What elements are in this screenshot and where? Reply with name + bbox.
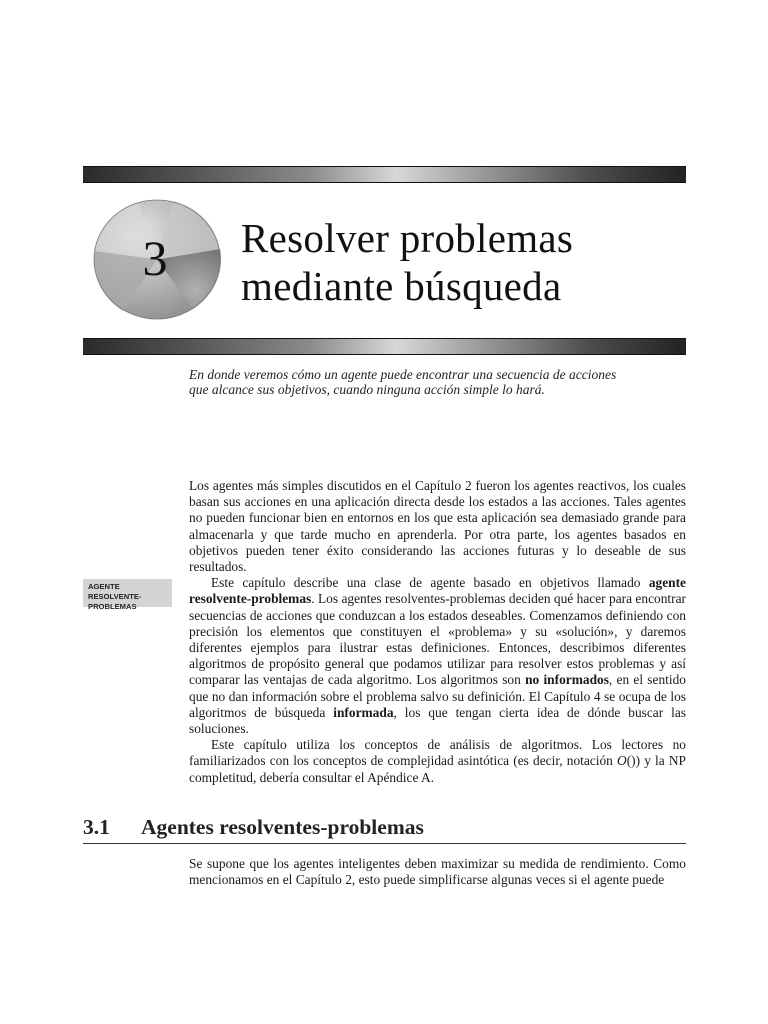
term-agente-resolvente-problemas: agente resolvente-problemas [189, 575, 686, 607]
intro-paragraph-2 [189, 575, 686, 737]
intro-p2-text-d: , los que tengan cierta idea de dónde buscar las soluciones. [189, 704, 686, 737]
intro-p3-text-b: ()) y la NP completitud, debería consultar el Apéndice A. [189, 753, 686, 785]
intro-p2-text-a: Este capítulo describe una clase de agente basado en objetivos llamado [211, 575, 649, 591]
intro-p3-text-a: Este capítulo utiliza los conceptos de análisis de algoritmos. Los lectores no familiarizados con los conceptos de complejidad asintótica (es decir, notación [189, 737, 686, 769]
intro-p2-text-c: , en el sentido que no dan información sobre el problema salvo su definición. El Capítulo 4 se ocupa de los algoritmos de búsqueda [189, 672, 686, 720]
section-body-text [189, 856, 686, 888]
intro-paragraph-1: Los agentes más simples discutidos en el Capítulo 2 fueron los agentes reactivos, los cuales basan sus acciones en una aplicación directa desde los estados a las acciones. Tales agentes no pueden funcionar bien en entornos en los que esta aplicación sea demasiado grande para almacenarla y que tarde mucho en aprenderla. Por otra parte, los agentes basados en objetivos pueden tener éxito considerando las acciones futuras y lo deseable de sus resultados. [189, 478, 686, 575]
chapter-title [241, 214, 573, 310]
margin-note-line-1: AGENTE RESOLVENTE- [88, 582, 142, 601]
section-number: 3.1 [83, 815, 110, 839]
chapter-top-rule [83, 166, 686, 183]
margin-note-line-2: PROBLEMAS [88, 602, 137, 611]
epigraph-line-2: que alcance sus objetivos, cuando ninguna acción simple lo hará. [189, 382, 545, 397]
epigraph-line-1: En donde veremos cómo un agente puede encontrar una secuencia de acciones [189, 367, 617, 382]
chapter-bottom-rule [83, 338, 686, 355]
chapter-title-line-2: mediante búsqueda [241, 263, 562, 309]
term-informada: informada [333, 704, 394, 720]
section-heading [83, 811, 686, 844]
big-o-notation: O [617, 753, 627, 769]
chapter-intro-text [189, 478, 686, 786]
chapter-title-line-1: Resolver problemas [241, 215, 574, 261]
section-paragraph-1: Se supone que los agentes inteligentes deben maximizar su medida de rendimiento. Como mencionamos en el Capítulo 2, esto puede simplificarse algunas veces si el agente puede [189, 856, 686, 888]
term-no-informados: no informados [525, 672, 609, 688]
margin-note-term [83, 579, 172, 611]
intro-p2-text-b: . Los agentes resolventes-problemas deciden qué hacer para encontrar secuencias de acciones que conduzcan a los estados deseables. Comenzamos definiendo con precisión los elementos que constituyen el «problema» y su «solución», y daremos diferentes ejemplos para ilustrar estas definiciones. Entonces, describimos diferentes algoritmos de propósito general que podamos utilizar para resolver estos problemas y así comparar las ventajas de cada algoritmo. Los algoritmos son [189, 591, 686, 688]
chapter-epigraph [189, 367, 659, 397]
intro-paragraph-3 [189, 737, 686, 786]
chapter-number: 3 [142, 230, 168, 286]
section-title: Agentes resolventes-problemas [141, 815, 424, 839]
